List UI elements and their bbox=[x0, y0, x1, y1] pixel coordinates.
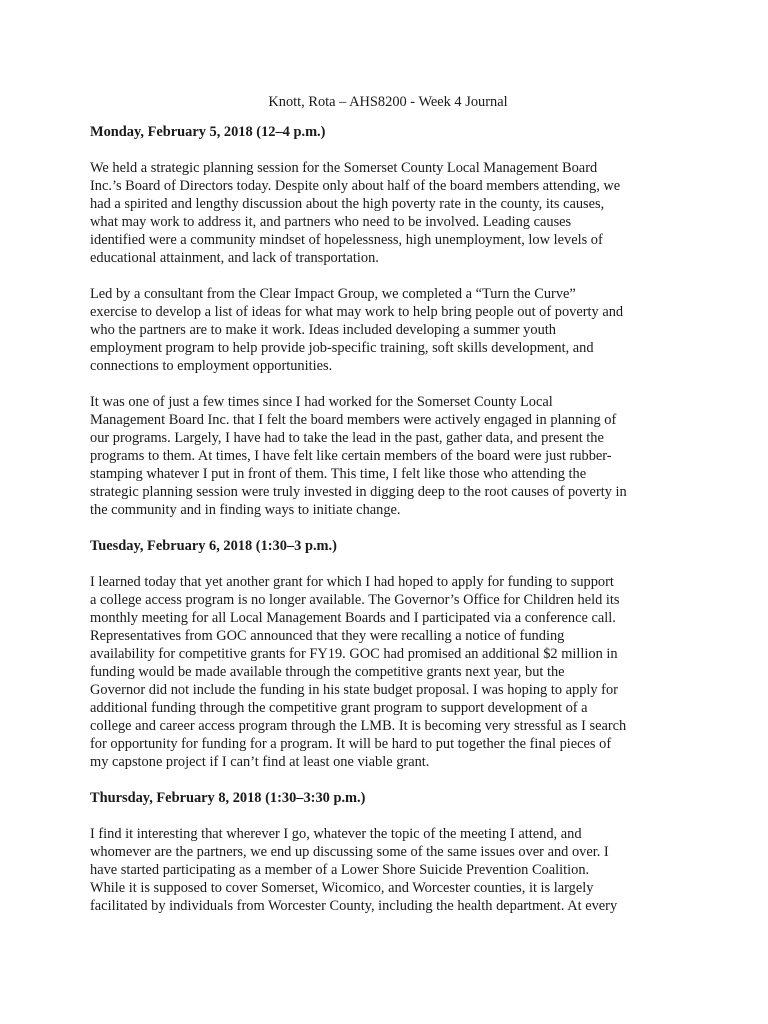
entry-heading: Tuesday, February 6, 2018 (1:30–3 p.m.) bbox=[90, 538, 337, 554]
paragraph-line: Inc.’s Board of Directors today. Despite only about half of the board members attending, we bbox=[90, 178, 621, 194]
paragraph-line: Led by a consultant from the Clear Impact Group, we completed a “Turn the Curve” bbox=[90, 286, 576, 302]
journal-entry bbox=[90, 789, 686, 915]
paragraph-line: college and career access program through the LMB. It is becoming very stressful as I search bbox=[90, 718, 627, 734]
paragraph-line: funding would be made available through the competitive grants next year, but the bbox=[90, 664, 565, 680]
paragraph-line: connections to employment opportunities. bbox=[90, 358, 333, 374]
paragraph-line: programs to them. At times, I have felt like certain members of the board were just rubber- bbox=[90, 448, 612, 464]
entry-paragraph bbox=[90, 825, 686, 915]
paragraph-line: my capstone project if I can’t find at least one viable grant. bbox=[90, 754, 430, 770]
paragraph-line: monthly meeting for all Local Management Boards and I participated via a conference call. bbox=[90, 610, 616, 626]
paragraph-line: identified were a community mindset of hopelessness, high unemployment, low levels of bbox=[90, 232, 603, 248]
document-title: Knott, Rota – AHS8200 - Week 4 Journal bbox=[268, 94, 508, 110]
paragraph-line: for opportunity for funding for a program. It will be hard to put together the final pieces of bbox=[90, 736, 612, 752]
paragraph-line: Representatives from GOC announced that they were recalling a notice of funding bbox=[90, 628, 565, 644]
paragraph-line: the community and in finding ways to initiate change. bbox=[90, 502, 401, 518]
paragraph-line: have started participating as a member of a Lower Shore Suicide Prevention Coalition. bbox=[90, 862, 590, 878]
paragraph-line: strategic planning session were truly invested in digging deep to the root causes of poverty in bbox=[90, 484, 627, 500]
paragraph-line: stamping whatever I put in front of them. This time, I felt like those who attending the bbox=[90, 466, 587, 482]
journal-entries bbox=[90, 123, 686, 915]
entry-paragraph bbox=[90, 159, 686, 267]
document-page bbox=[90, 93, 686, 933]
paragraph-line: educational attainment, and lack of transportation. bbox=[90, 250, 379, 266]
paragraph-line: I learned today that yet another grant for which I had hoped to apply for funding to support bbox=[90, 574, 614, 590]
entry-heading: Monday, February 5, 2018 (12–4 p.m.) bbox=[90, 124, 326, 140]
paragraph-line: employment program to help provide job-specific training, soft skills development, and bbox=[90, 340, 594, 356]
paragraph-line: Governor did not include the funding in his state budget proposal. I was hoping to apply for bbox=[90, 682, 618, 698]
paragraph-line: whomever are the partners, we end up discussing some of the same issues over and over. I bbox=[90, 844, 609, 860]
paragraph-line: It was one of just a few times since I had worked for the Somerset County Local bbox=[90, 394, 553, 410]
paragraph-line: had a spirited and lengthy discussion about the high poverty rate in the county, its causes, bbox=[90, 196, 605, 212]
paragraph-line: exercise to develop a list of ideas for what may work to help bring people out of poverty and bbox=[90, 304, 624, 320]
entry-paragraph bbox=[90, 573, 686, 771]
paragraph-line: We held a strategic planning session for the Somerset County Local Management Board bbox=[90, 160, 598, 176]
journal-entry bbox=[90, 123, 686, 519]
paragraph-line: facilitated by individuals from Worcester County, including the health department. At every bbox=[90, 898, 618, 914]
paragraph-line: additional funding through the competitive grant program to support development of a bbox=[90, 700, 588, 716]
paragraph-line: what may work to address it, and partners who need to be involved. Leading causes bbox=[90, 214, 572, 230]
paragraph-line: who the partners are to make it work. Ideas included developing a summer youth bbox=[90, 322, 556, 338]
entry-heading: Thursday, February 8, 2018 (1:30–3:30 p.m.) bbox=[90, 790, 366, 806]
entry-paragraph bbox=[90, 285, 686, 375]
entry-paragraph bbox=[90, 393, 686, 519]
paragraph-line: While it is supposed to cover Somerset, Wicomico, and Worcester counties, it is largely bbox=[90, 880, 594, 896]
paragraph-line: Management Board Inc. that I felt the board members were actively engaged in planning of bbox=[90, 412, 617, 428]
journal-entry bbox=[90, 537, 686, 771]
paragraph-line: I find it interesting that wherever I go, whatever the topic of the meeting I attend, and bbox=[90, 826, 582, 842]
paragraph-line: a college access program is no longer available. The Governor’s Office for Children held its bbox=[90, 592, 620, 608]
paragraph-line: our programs. Largely, I have had to take the lead in the past, gather data, and present the bbox=[90, 430, 604, 446]
paragraph-line: availability for competitive grants for FY19. GOC had promised an additional $2 million in bbox=[90, 646, 618, 662]
